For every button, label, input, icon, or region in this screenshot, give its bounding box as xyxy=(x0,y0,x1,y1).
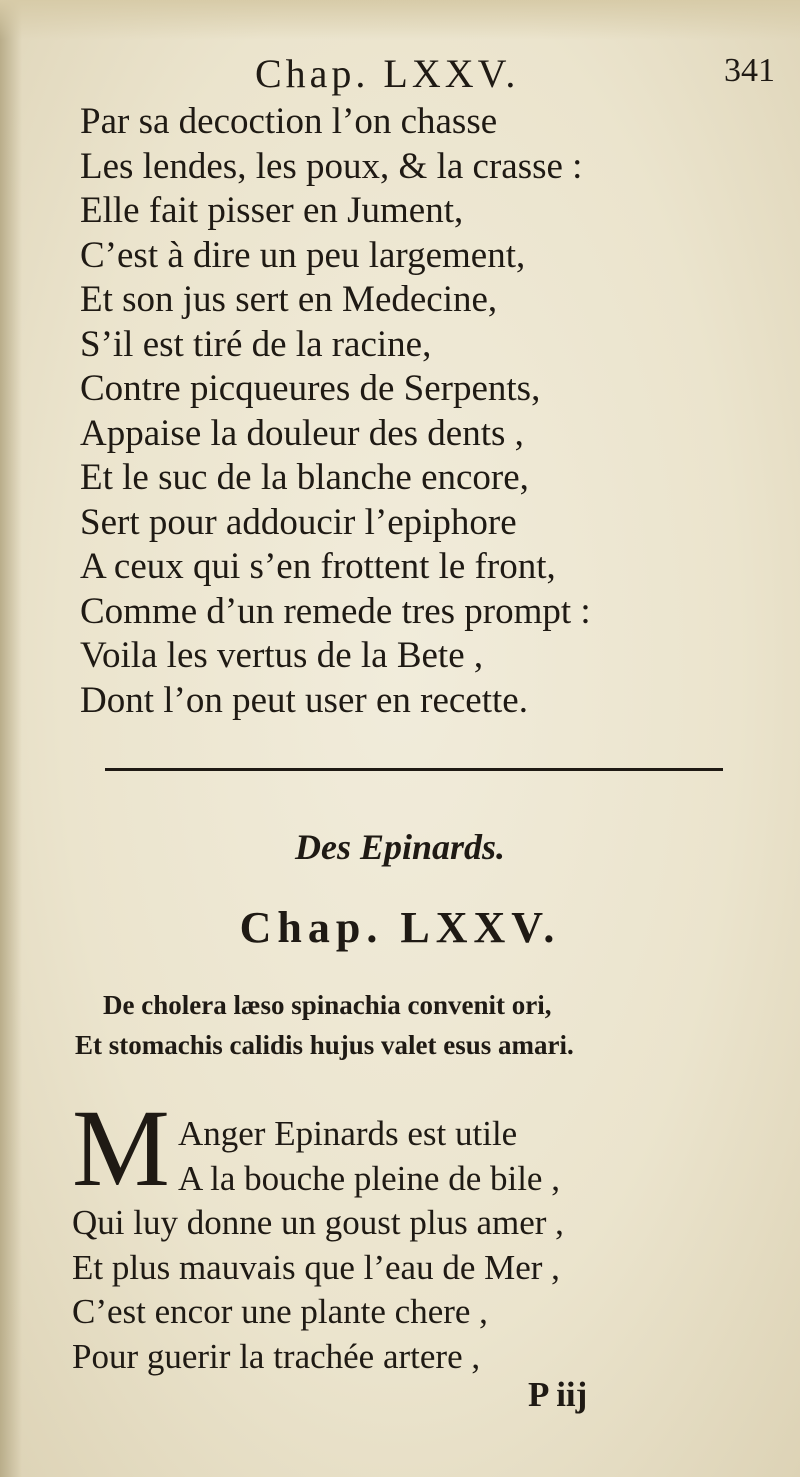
verse-line: C’est à dire un peu largement, xyxy=(80,234,526,276)
signature-mark: P iij xyxy=(528,1375,588,1414)
verse-line: Contre picqueures de Serpents, xyxy=(80,368,541,409)
verse-line: Par sa decoction l’on chasse xyxy=(80,101,498,142)
page-number: 341 xyxy=(724,52,775,89)
verse-line: Elle fait pisser en Jument, xyxy=(80,190,464,231)
latin-line: Et stomachis calidis hujus valet esus amari. xyxy=(75,1030,574,1060)
verse-line: Les lendes, les poux, & la crasse : xyxy=(80,145,583,187)
verse-line: Et plus mauvais que l’eau de Mer , xyxy=(72,1247,560,1287)
verse-line: Pour guerir la trachée artere , xyxy=(72,1336,481,1376)
verse-line: Voila les vertus de la Bete , xyxy=(80,635,484,676)
chapter-heading: Chap. LXXV. xyxy=(239,903,561,952)
verse-bottom xyxy=(72,1112,564,1379)
latin-epigraph xyxy=(75,985,574,1065)
section-divider-rule xyxy=(105,768,723,771)
verse-line: S’il est tiré de la racine, xyxy=(80,323,432,365)
verse-line: A la bouche pleine de bile , xyxy=(178,1158,560,1198)
page-gutter-shadow xyxy=(0,0,22,1477)
verse-line: Comme d’un remede tres prompt : xyxy=(80,590,591,632)
verse-line: Appaise la douleur des dents , xyxy=(80,412,524,454)
verse-line: Sert pour addoucir l’epiphore xyxy=(80,501,517,543)
verse-line: Qui luy donne un goust plus amer , xyxy=(72,1203,564,1242)
verse-top xyxy=(80,100,591,723)
page-top-shadow xyxy=(0,0,800,40)
running-head: Chap. LXXV. xyxy=(255,51,520,96)
section-title: Des Epinards. xyxy=(294,827,506,867)
verse-line: Et son jus sert en Medecine, xyxy=(80,279,498,320)
verse-line: A ceux qui s’en frottent le front, xyxy=(80,546,556,587)
verse-line: Dont l’on peut user en recette. xyxy=(80,679,528,721)
verse-line: Anger Epinards est utile xyxy=(178,1114,518,1153)
latin-line: De cholera læso spinachia convenit ori, xyxy=(103,990,552,1020)
verse-line: C’est encor une plante chere , xyxy=(72,1292,488,1331)
drop-cap-initial: M xyxy=(72,1087,170,1209)
verse-line: Et le suc de la blanche encore, xyxy=(80,457,529,498)
